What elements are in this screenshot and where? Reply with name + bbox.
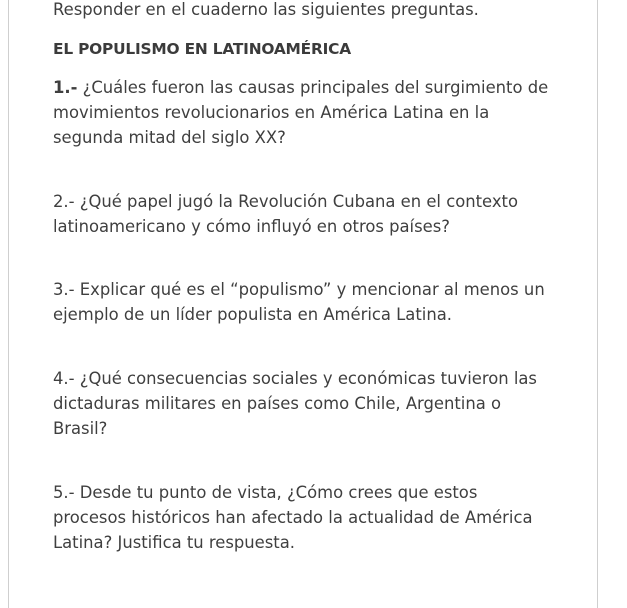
question-number: 2.- <box>53 192 75 211</box>
question-number: 5.- <box>53 483 75 502</box>
question-text: Explicar qué es el “populismo” y mencionar al menos un ejemplo de un líder populista en América Latina. <box>53 280 545 324</box>
question-1 <box>53 76 553 150</box>
question-text: ¿Cuáles fueron las causas principales del surgimiento de movimientos revolucionarios en América Latina en la segunda mitad del siglo XX? <box>53 78 549 147</box>
question-text: Desde tu punto de vista, ¿Cómo crees que estos procesos históricos han afectado la actualidad de América Latina? Justifica tu respuesta. <box>53 483 533 552</box>
section-title: EL POPULISMO EN LATINOAMÉRICA <box>53 40 351 58</box>
question-number: 3.- <box>53 280 75 299</box>
question-text: ¿Qué consecuencias sociales y económicas tuvieron las dictaduras militares en países como Chile, Argentina o Brasil? <box>53 369 537 438</box>
question-text: ¿Qué papel jugó la Revolución Cubana en el contexto latinoamericano y cómo influyó en otros países? <box>53 192 519 236</box>
question-3 <box>53 278 553 328</box>
question-5 <box>53 481 553 555</box>
question-number: 1.- <box>53 78 78 97</box>
question-4 <box>53 367 553 441</box>
question-number: 4.- <box>53 369 75 388</box>
question-2 <box>53 190 553 240</box>
document-page <box>8 0 598 608</box>
instructions-text: Responder en el cuaderno las siguientes preguntas. <box>53 0 479 19</box>
